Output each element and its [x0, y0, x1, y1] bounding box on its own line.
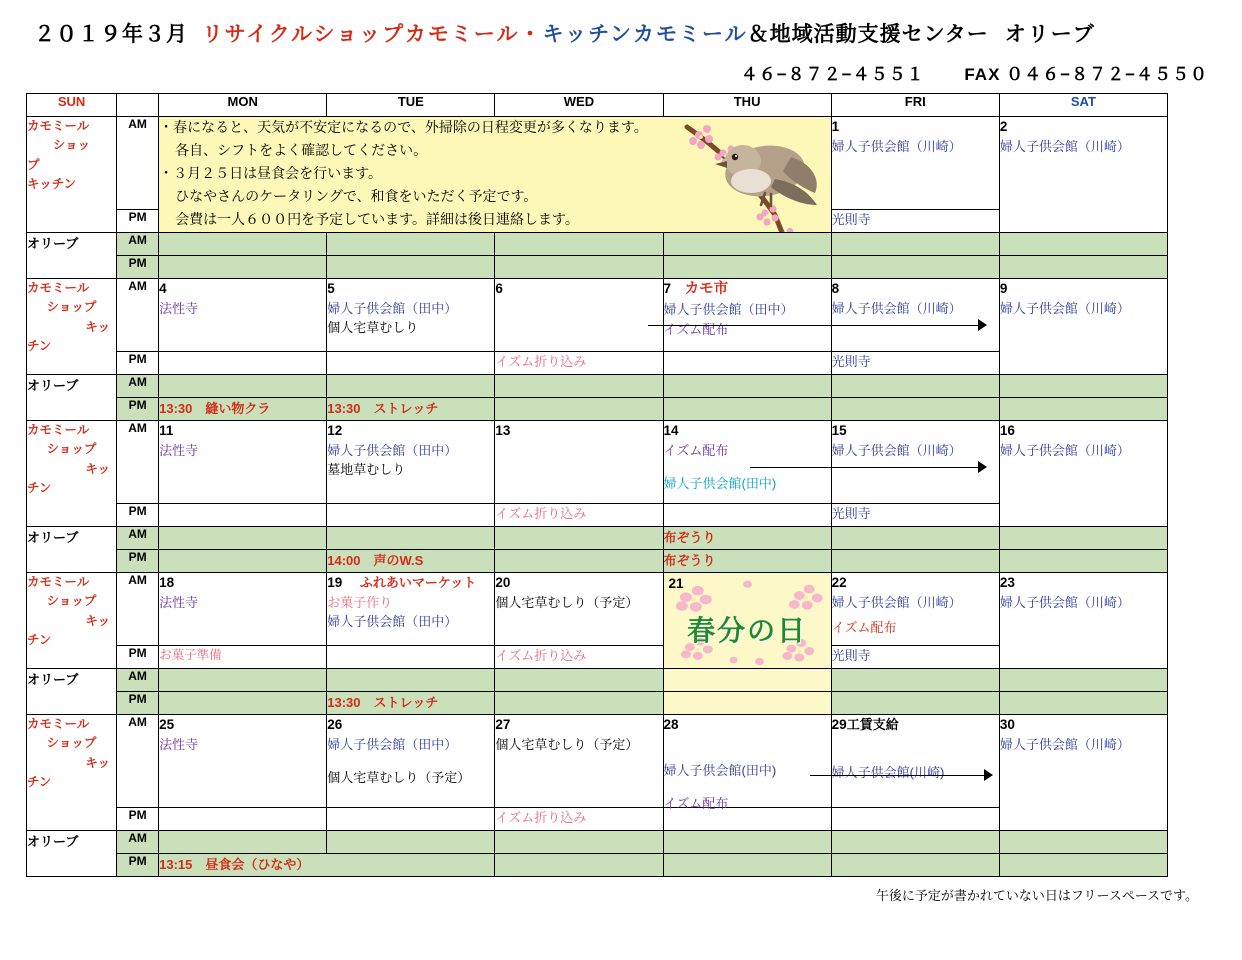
day-number-20: 20: [495, 575, 511, 590]
event-9-am: 婦人子供会館（川崎）: [999, 300, 1130, 316]
label-line-2: ショップ: [46, 300, 97, 315]
day-cell-23-am[interactable]: [999, 573, 1167, 669]
olive-w4-tue-am[interactable]: [327, 669, 495, 692]
ampm-olive-pm-w4: PM: [117, 692, 159, 715]
olive-w1-fri-pm[interactable]: [831, 256, 999, 279]
olive-w2-thu-am[interactable]: [663, 375, 831, 398]
notice-line-1: ・春になると、天気が不安定になるので、外掃除の日程変更が多くなります。: [159, 119, 648, 135]
row-label-olive-w3: オリーブ: [27, 527, 117, 573]
olive-w1-thu-am[interactable]: [663, 233, 831, 256]
event-5-am-1: 婦人子供会館（田中）: [327, 300, 458, 316]
event-7-am-1: 婦人子供会館（田中）: [663, 302, 794, 318]
week3-olive-am-row: [27, 527, 1168, 550]
day-cell-13-pm[interactable]: [495, 504, 663, 527]
olive-w4-wed-pm[interactable]: [495, 692, 663, 715]
event-2-am: 婦人子供会館（川崎）: [999, 138, 1130, 154]
event-12-am-2: 墓地草むしり: [327, 462, 406, 478]
event-18-pm: お菓子準備: [159, 648, 222, 662]
day-number-18: 18: [159, 575, 175, 590]
event-29-tag: 工賃支給: [846, 717, 899, 732]
olive-w2-fri-pm[interactable]: [831, 398, 999, 421]
label-line-3: キッ: [85, 755, 111, 770]
col-sun: SUN: [27, 94, 117, 117]
ampm-am-w1: AM: [117, 117, 159, 210]
olive-w2-thu-pm[interactable]: [663, 398, 831, 421]
table-header-row: [27, 94, 1168, 117]
event-14-am-2: 婦人子供会館(田中): [663, 476, 777, 492]
week5-arrow: [832, 768, 999, 782]
day-number-1: 1: [831, 119, 840, 134]
label-line-3: キッ: [85, 319, 111, 334]
day-number-23: 23: [999, 575, 1015, 590]
olive-w1-mon-am[interactable]: [159, 233, 327, 256]
event-22-am-2: イズム配布: [831, 620, 897, 636]
title-kitchen: キッチンカモミール: [542, 23, 748, 46]
ampm-olive-pm-w2: PM: [117, 398, 159, 421]
olive-w4-sat-am[interactable]: [999, 669, 1167, 692]
olive-w2-mon-am[interactable]: [159, 375, 327, 398]
row-label-shop-w5: [27, 715, 117, 831]
label-line-2: ショップ: [46, 736, 97, 751]
day-cell-15-pm[interactable]: [831, 504, 999, 527]
footnote: 午後に予定が書かれていない日はフリースペースです。: [875, 888, 1198, 903]
olive-w1-wed-pm[interactable]: [495, 256, 663, 279]
olive-w5-mon-am[interactable]: [159, 831, 327, 854]
day-cell-19-pm[interactable]: [327, 646, 495, 669]
ampm-olive-am-w5: AM: [117, 831, 159, 854]
olive-w1-sat-pm[interactable]: [999, 256, 1167, 279]
label-line-3: プ: [27, 157, 40, 172]
day-number-9: 9: [999, 281, 1008, 296]
day-cell-13-am[interactable]: [495, 421, 663, 504]
day-cell-20-am[interactable]: [495, 573, 663, 646]
olive-w4-wed-am[interactable]: [495, 669, 663, 692]
calendar-table: [26, 93, 1168, 877]
day-number-19: 19: [327, 575, 343, 590]
row-label-shop-w2: [27, 279, 117, 375]
label-line-1: カモミール: [27, 281, 90, 295]
week1-olive-am-row: [27, 233, 1168, 256]
event-19-am-1: お菓子作り: [327, 594, 393, 610]
olive-event-tue-w2: 13:30 ストレッチ: [327, 401, 439, 416]
olive-w5-wed-pm[interactable]: [495, 854, 663, 877]
olive-event-thu-am-w3: 布ぞうり: [663, 530, 716, 545]
olive-w3-sat-am[interactable]: [999, 527, 1167, 550]
event-20-am: 個人宅草むしり（予定）: [495, 594, 639, 610]
day-cell-16-am[interactable]: [999, 421, 1167, 527]
day-cell-6-am[interactable]: [495, 279, 663, 352]
olive-w1-fri-am[interactable]: [831, 233, 999, 256]
event-7-am-2: イズム配布: [663, 321, 729, 337]
event-27-pm: イズム折り込み: [495, 810, 587, 825]
olive-w3-tue-pm[interactable]: [327, 550, 495, 573]
ampm-am-w5: AM: [117, 715, 159, 808]
ampm-pm-w4: PM: [117, 646, 159, 669]
week4-olive-am-row: [27, 669, 1168, 692]
day-number-26: 26: [327, 717, 343, 732]
title-shop: リサイクルショップカモミール・: [202, 23, 543, 46]
ampm-pm-w2: PM: [117, 352, 159, 375]
week4-pm-row: [27, 646, 1168, 669]
col-wed: WED: [495, 94, 663, 117]
event-28-pm: イズム配布: [663, 796, 729, 811]
day-number-5: 5: [327, 281, 335, 296]
olive-w3-thu-am[interactable]: [663, 527, 831, 550]
olive-w5-sat-pm[interactable]: [999, 854, 1167, 877]
event-7-tag: カモ市: [684, 281, 729, 297]
day-cell-14-am[interactable]: [663, 421, 831, 504]
event-1-am: 婦人子供会館（川崎）: [831, 138, 962, 154]
olive-w3-mon-pm[interactable]: [159, 550, 327, 573]
label-line-4: チン: [27, 339, 52, 354]
day-number-8: 8: [831, 281, 840, 296]
olive-w4-mon-am[interactable]: [159, 669, 327, 692]
olive-w3-fri-am[interactable]: [831, 527, 999, 550]
olive-w5-thu-pm[interactable]: [663, 854, 831, 877]
day-cell-18-pm[interactable]: [159, 646, 327, 669]
olive-w4-sat-pm[interactable]: [999, 692, 1167, 715]
event-19-tag: ふれあいマーケット: [359, 575, 477, 590]
olive-w1-thu-pm[interactable]: [663, 256, 831, 279]
olive-w5-thu-am[interactable]: [663, 831, 831, 854]
ampm-olive-pm-w5: PM: [117, 854, 159, 877]
day-cell-7-am[interactable]: [663, 279, 831, 352]
day-number-11: 11: [159, 423, 174, 438]
day-number-14: 14: [663, 423, 679, 438]
olive-w2-wed-am[interactable]: [495, 375, 663, 398]
label-line-4: チン: [27, 633, 52, 648]
day-number-25: 25: [159, 717, 175, 732]
olive-event-tue-w3: 14:00 声のW.S: [327, 553, 424, 568]
day-cell-21-holiday[interactable]: [663, 573, 831, 669]
day-cell-7-pm[interactable]: [663, 352, 831, 375]
day-cell-27-pm[interactable]: [495, 808, 663, 831]
week5-olive-am-row: [27, 831, 1168, 854]
event-18-am: 法性寺: [159, 594, 199, 610]
day-cell-18-am[interactable]: [159, 573, 327, 646]
event-30-am: 婦人子供会館（川崎）: [999, 736, 1130, 752]
title-center: ＆地域活動支援センター: [747, 23, 989, 46]
phone-number: ４６−８７２−４５５１: [740, 65, 925, 84]
label-line-1: カモミール: [27, 119, 90, 133]
day-cell-1-pm[interactable]: [831, 210, 999, 233]
day-cell-11-am[interactable]: [159, 421, 327, 504]
week3-am-row: [27, 421, 1168, 504]
ampm-pm-w3: PM: [117, 504, 159, 527]
olive-w4-thu-pm[interactable]: [663, 692, 831, 715]
olive-w1-tue-am[interactable]: [327, 233, 495, 256]
title-date: ２０１９年３月: [34, 23, 188, 46]
day-number-12: 12: [327, 423, 343, 438]
label-line-1: カモミール: [27, 575, 90, 589]
ampm-olive-am-w2: AM: [117, 375, 159, 398]
day-cell-1-am[interactable]: [831, 117, 999, 210]
row-label-shop-w3: [27, 421, 117, 527]
notice-line-2: 各自、シフトをよく確認してください。: [175, 142, 428, 158]
week2-pm-row: [27, 352, 1168, 375]
page-title: [26, 18, 1216, 48]
day-cell-14-pm[interactable]: [663, 504, 831, 527]
fax-label: FAX: [964, 65, 1001, 84]
notice-line-4: ひなやさんのケータリングで、和食をいただく予定です。: [175, 188, 538, 204]
week2-olive-pm-row: [27, 398, 1168, 421]
event-8-pm: 光則寺: [831, 354, 871, 369]
day-number-4: 4: [159, 281, 167, 296]
ampm-olive-am-w1: AM: [117, 233, 159, 256]
col-thu: THU: [663, 94, 831, 117]
day-cell-30-am[interactable]: [999, 715, 1167, 831]
row-label-olive-w2: オリーブ: [27, 375, 117, 421]
day-cell-22-am[interactable]: [831, 573, 999, 646]
event-19-am-2: 婦人子供会館（田中）: [327, 614, 458, 630]
olive-w5-fri-am[interactable]: [831, 831, 999, 854]
olive-w3-wed-am[interactable]: [495, 527, 663, 550]
day-cell-4-pm[interactable]: [159, 352, 327, 375]
day-cell-22-pm[interactable]: [831, 646, 999, 669]
col-mon: MON: [159, 94, 327, 117]
event-14-am-1: イズム配布: [663, 442, 729, 458]
week2-am-row: [27, 279, 1168, 352]
day-cell-8-pm[interactable]: [831, 352, 999, 375]
notice-box: [159, 117, 832, 233]
week5-pm-row: [27, 808, 1168, 831]
label-line-1: カモミール: [27, 423, 90, 437]
day-number-6: 6: [495, 281, 503, 296]
day-number-21: 21: [668, 576, 684, 591]
olive-w5-fri-pm[interactable]: [831, 854, 999, 877]
olive-w4-fri-am[interactable]: [831, 669, 999, 692]
col-ampm: [117, 94, 159, 117]
day-cell-29-am[interactable]: [831, 715, 999, 808]
day-cell-29-pm[interactable]: [831, 808, 999, 831]
day-cell-25-pm[interactable]: [159, 808, 327, 831]
olive-w4-fri-pm[interactable]: [831, 692, 999, 715]
olive-w4-thu-am[interactable]: [663, 669, 831, 692]
olive-w1-tue-pm[interactable]: [327, 256, 495, 279]
day-cell-12-pm[interactable]: [327, 504, 495, 527]
notice-line-3: ・３月２５日は昼食会を行います。: [159, 165, 382, 181]
olive-w3-thu-pm[interactable]: [663, 550, 831, 573]
olive-w5-tue-am[interactable]: [327, 831, 495, 854]
day-number-29: 29: [831, 717, 847, 732]
day-number-13: 13: [495, 423, 511, 438]
label-line-3: キッ: [85, 613, 111, 628]
olive-w5-mon-pm[interactable]: [159, 854, 495, 877]
day-number-15: 15: [831, 423, 847, 438]
day-cell-5-am[interactable]: [327, 279, 495, 352]
olive-event-tue-w4: 13:30 ストレッチ: [327, 695, 439, 710]
label-line-4: キッチン: [27, 177, 77, 192]
label-line-2: ショップ: [46, 442, 97, 457]
olive-w5-sat-am[interactable]: [999, 831, 1167, 854]
day-number-16: 16: [999, 423, 1015, 438]
day-number-2: 2: [999, 119, 1008, 134]
olive-w4-mon-pm[interactable]: [159, 692, 327, 715]
event-8-am: 婦人子供会館（川崎）: [831, 300, 962, 316]
week3-olive-pm-row: [27, 550, 1168, 573]
event-27-am: 個人宅草むしり（予定）: [495, 736, 639, 752]
event-28-am: 婦人子供会館(田中): [663, 762, 777, 778]
olive-w5-wed-am[interactable]: [495, 831, 663, 854]
label-line-2: ショッ: [52, 138, 91, 153]
olive-event-mon-w2: 13:30 縫い物クラ: [159, 401, 271, 416]
holiday-label-21: 春分の日: [687, 615, 808, 647]
contact-line: [26, 60, 1216, 85]
ampm-pm-w5: PM: [117, 808, 159, 831]
day-cell-6-pm[interactable]: [495, 352, 663, 375]
week3-pm-row: [27, 504, 1168, 527]
ampm-pm-w1: PM: [117, 210, 159, 233]
event-22-am: 婦人子供会館（川崎）: [831, 594, 962, 610]
fax-number: ０４６−８７２−４５５０: [1006, 65, 1208, 84]
event-26-am-1: 婦人子供会館（田中）: [327, 736, 458, 752]
day-cell-11-pm[interactable]: [159, 504, 327, 527]
olive-w3-wed-pm[interactable]: [495, 550, 663, 573]
day-number-28: 28: [663, 717, 679, 732]
week4-am-row: [27, 573, 1168, 646]
week3-arrow: [664, 460, 831, 474]
olive-w2-tue-pm[interactable]: [327, 398, 495, 421]
event-13-pm: イズム折り込み: [495, 506, 587, 521]
label-line-4: チン: [27, 775, 52, 790]
day-number-7: 7: [663, 281, 672, 296]
day-cell-20-pm[interactable]: [495, 646, 663, 669]
row-label-shop-w4: [27, 573, 117, 669]
ampm-am-w2: AM: [117, 279, 159, 352]
event-20-pm: イズム折り込み: [495, 648, 587, 663]
day-cell-2-am[interactable]: [999, 117, 1167, 233]
olive-w1-wed-am[interactable]: [495, 233, 663, 256]
ampm-am-w3: AM: [117, 421, 159, 504]
olive-w4-tue-pm[interactable]: [327, 692, 495, 715]
day-number-27: 27: [495, 717, 511, 732]
ampm-am-w4: AM: [117, 573, 159, 646]
event-16-am: 婦人子供会館（川崎）: [999, 442, 1130, 458]
col-sat: SAT: [999, 94, 1167, 117]
week5-olive-pm-row: [27, 854, 1168, 877]
olive-w3-tue-am[interactable]: [327, 527, 495, 550]
label-line-3: キッ: [85, 461, 111, 476]
event-15-am: 婦人子供会館（川崎）: [831, 442, 962, 458]
olive-w3-sat-pm[interactable]: [999, 550, 1167, 573]
ampm-olive-pm-w3: PM: [117, 550, 159, 573]
olive-event-thu-w3: 布ぞうり: [663, 553, 716, 568]
day-cell-28-pm[interactable]: [663, 796, 831, 831]
day-cell-26-pm[interactable]: [327, 808, 495, 831]
week1-olive-pm-row: [27, 256, 1168, 279]
ampm-olive-pm-w1: PM: [117, 256, 159, 279]
event-12-am-1: 婦人子供会館（田中）: [327, 442, 458, 458]
event-1-pm: 光則寺: [831, 212, 871, 227]
olive-w2-wed-pm[interactable]: [495, 398, 663, 421]
label-line-2: ショップ: [46, 594, 97, 609]
event-15-pm: 光則寺: [831, 506, 871, 521]
olive-w2-tue-am[interactable]: [327, 375, 495, 398]
row-label-olive-w5: オリーブ: [27, 831, 117, 877]
event-4-am: 法性寺: [159, 300, 199, 316]
week1-am-row: [27, 117, 1168, 210]
olive-w1-mon-pm[interactable]: [159, 256, 327, 279]
day-cell-26-am[interactable]: [327, 715, 495, 808]
week5-am-row: [27, 715, 1168, 808]
day-cell-25-am[interactable]: [159, 715, 327, 808]
olive-w2-mon-pm[interactable]: [159, 398, 327, 421]
event-26-am-2: 個人宅草むしり（予定）: [327, 770, 471, 786]
day-cell-5-pm[interactable]: [327, 352, 495, 375]
event-25-am: 法性寺: [159, 736, 199, 752]
day-number-22: 22: [831, 575, 847, 590]
day-cell-9-am[interactable]: [999, 279, 1167, 375]
event-29-am: 婦人子供会館(川崎): [831, 764, 945, 780]
day-cell-4-am[interactable]: [159, 279, 327, 352]
olive-w2-fri-am[interactable]: [831, 375, 999, 398]
row-label-olive-w1: オリーブ: [27, 233, 117, 279]
olive-w3-fri-pm[interactable]: [831, 550, 999, 573]
ampm-olive-am-w3: AM: [117, 527, 159, 550]
day-cell-8-am[interactable]: [831, 279, 999, 352]
day-number-30: 30: [999, 717, 1015, 732]
event-22-pm: 光則寺: [831, 648, 871, 663]
day-cell-27-am[interactable]: [495, 715, 663, 808]
olive-w1-sat-am[interactable]: [999, 233, 1167, 256]
week2-olive-am-row: [27, 375, 1168, 398]
notice-line-5: 会費は一人６００円を予定しています。詳細は後日連絡します。: [175, 211, 579, 227]
col-tue: TUE: [327, 94, 495, 117]
week4-olive-pm-row: [27, 692, 1168, 715]
row-label-shop-w1: [27, 117, 117, 233]
label-line-1: カモミール: [27, 717, 90, 731]
olive-event-mon-w5: 13:15 昼食会（ひなや）: [159, 857, 310, 872]
week2-arrow: [832, 318, 999, 332]
label-line-4: チン: [27, 481, 52, 496]
row-label-olive-w4: オリーブ: [27, 669, 117, 715]
day-cell-12-am[interactable]: [327, 421, 495, 504]
event-23-am: 婦人子供会館（川崎）: [999, 594, 1130, 610]
col-fri: FRI: [831, 94, 999, 117]
title-olive: オリーブ: [1004, 23, 1096, 46]
olive-w3-mon-am[interactable]: [159, 527, 327, 550]
event-6-pm: イズム折り込み: [495, 354, 587, 369]
olive-w2-sat-pm[interactable]: [999, 398, 1167, 421]
day-cell-19-am[interactable]: [327, 573, 495, 646]
ampm-olive-am-w4: AM: [117, 669, 159, 692]
day-cell-15-am[interactable]: [831, 421, 999, 504]
olive-w2-sat-am[interactable]: [999, 375, 1167, 398]
event-5-am-2: 個人宅草むしり: [327, 320, 419, 336]
event-11-am: 法性寺: [159, 442, 199, 458]
